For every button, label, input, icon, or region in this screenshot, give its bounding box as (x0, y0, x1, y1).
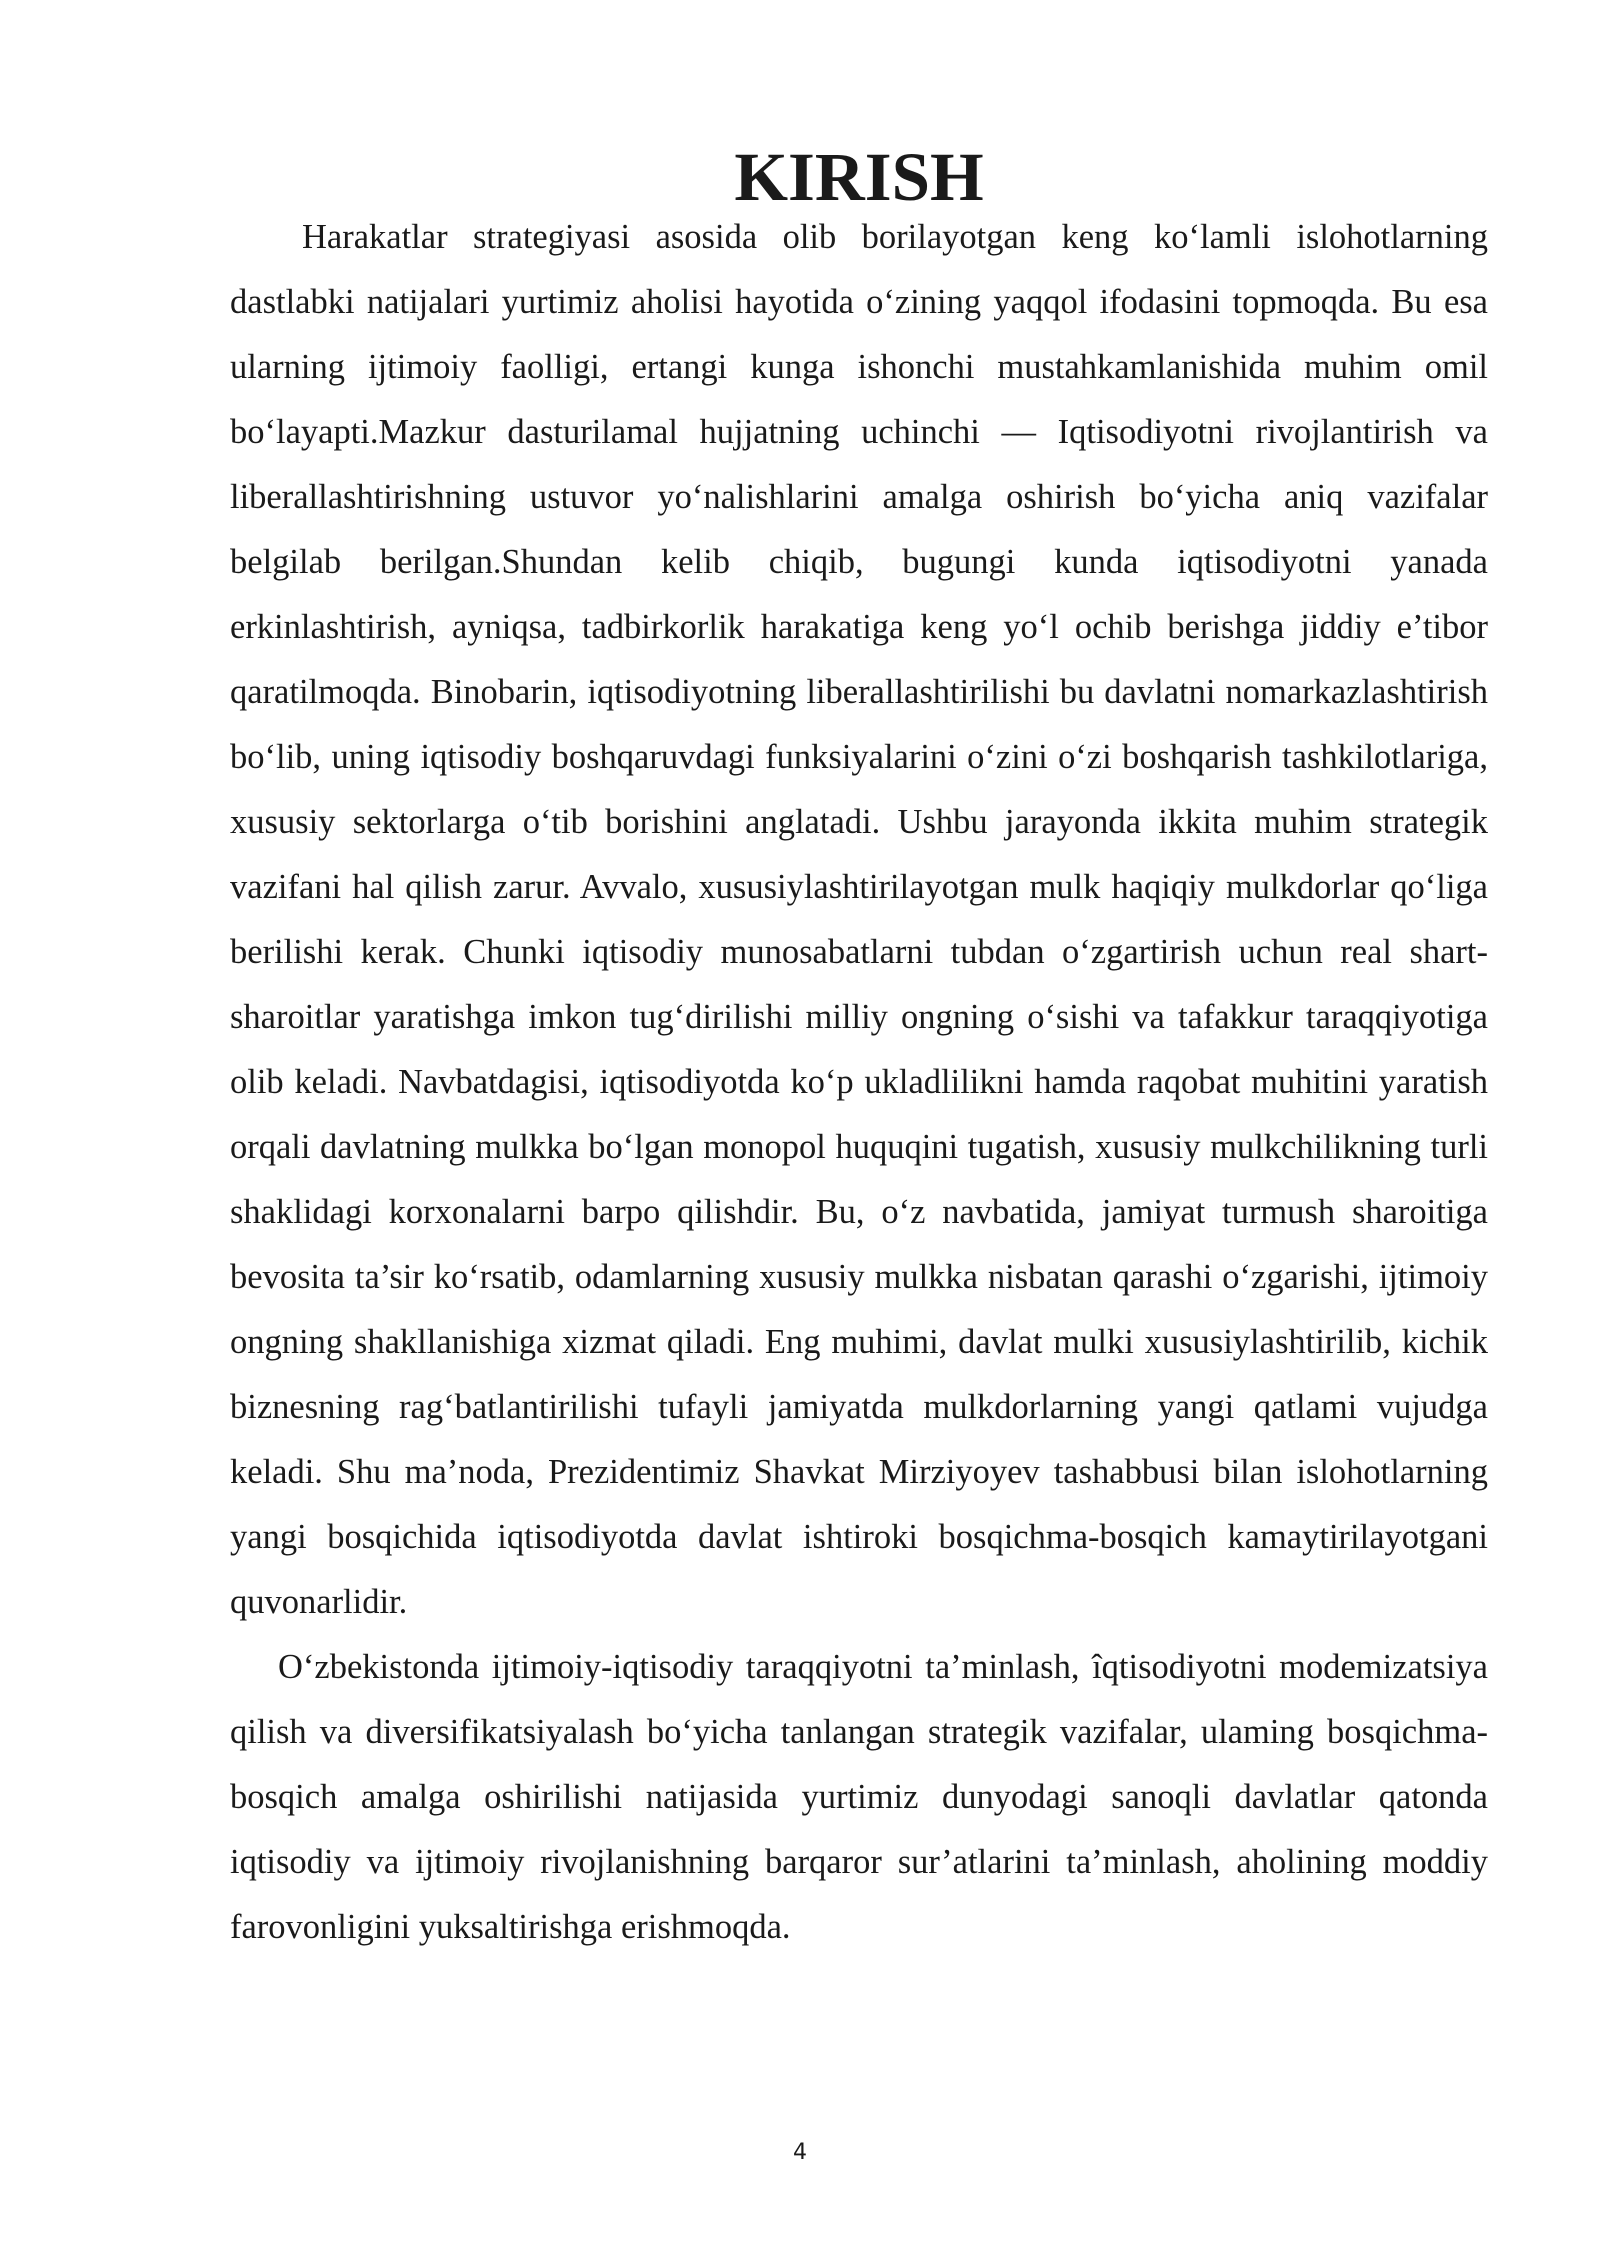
page-number: 4 (793, 2140, 807, 2165)
page-content (230, 139, 1488, 1960)
body-paragraph-1: Harakatlar strategiyasi asosida olib borilayotgan keng ko‘lamli islohotlarning dastlabki natijalari yurtimiz aholisi hayotida o‘zining yaqqol ifodasini topmoqda. Bu esa ularning ijtimoiy faolligi, ertangi kunga ishonchi mustahkamlanishida muhim omil bo‘layapti.Mazkur dasturilamal hujjatning uchinchi — Iqtisodiyotni rivojlantirish va liberallashtirishning ustuvor yo‘nalishlarini amalga oshirish bo‘yicha aniq vazifalar belgilab berilgan.Shundan kelib chiqib, bugungi kunda iqtisodiyotni yanada erkinlashtirish, ayniqsa, tadbirkorlik harakatiga keng yo‘l ochib berishga jiddiy e’tibor qaratilmoqda. Binobarin, iqtisodiyotning liberallashtirilishi bu davlatni nomarkazlashtirish bo‘lib, uning iqtisodiy boshqaruvdagi funksiyalarini o‘zini o‘zi boshqarish tashkilotlariga, xususiy sektorlarga o‘tib borishini anglatadi. Ushbu jarayonda ikkita muhim strategik vazifani hal qilish zarur. Avvalo, xususiylashtirilayotgan mulk haqiqiy mulkdorlar qo‘liga berilishi kerak. Chunki iqtisodiy munosabatlarni tubdan o‘zgartirish uchun real shart-sharoitlar yaratishga imkon tug‘dirilishi milliy ongning o‘sishi va tafakkur taraqqiyotiga olib keladi. Navbatdagisi, iqtisodiyotda ko‘p ukladlilikni hamda raqobat muhitini yaratish orqali davlatning mulkka bo‘lgan monopol huquqini tugatish, xususiy mulkchilikning turli shaklidagi korxonalarni barpo qilishdir. Bu, o‘z navbatida, jamiyat turmush sharoitiga bevosita ta’sir ko‘rsatib, odamlarning xususiy mulkka nisbatan qarashi o‘zgarishi, ijtimoiy ongning shakllanishiga xizmat qiladi. Eng muhimi, davlat mulki xususiylashtirilib, kichik biznesning rag‘batlantirilishi tufayli jamiyatda mulkdorlarning yangi qatlami vujudga keladi. Shu ma’noda, Prezidentimiz Shavkat Mirziyoyev tashabbusi bilan islohotlarning yangi bosqichida iqtisodiyotda davlat ishtiroki bosqichma-bosqich kamaytirilayotgani quvonarlidir. (230, 218, 1488, 1621)
body-paragraph-2: O‘zbekistonda ijtimoiy-iqtisodiy taraqqiyotni ta’minlash, îqtisodiyotni modemizatsiya qilish va diversifikatsiyalash bo‘yicha tanlangan strategik vazifalar, ulaming bosqichma-bosqich amalga oshirilishi natijasida yurtimiz dunyodagi sanoqli davlatlar qatonda iqtisodiy va ijtimoiy rivojlanishning barqaror sur’atlarini ta’minlash, aholining moddiy farovonligini yuksaltirishga erishmoqda. (230, 1648, 1488, 1946)
page-title: KIRISH (734, 139, 984, 215)
